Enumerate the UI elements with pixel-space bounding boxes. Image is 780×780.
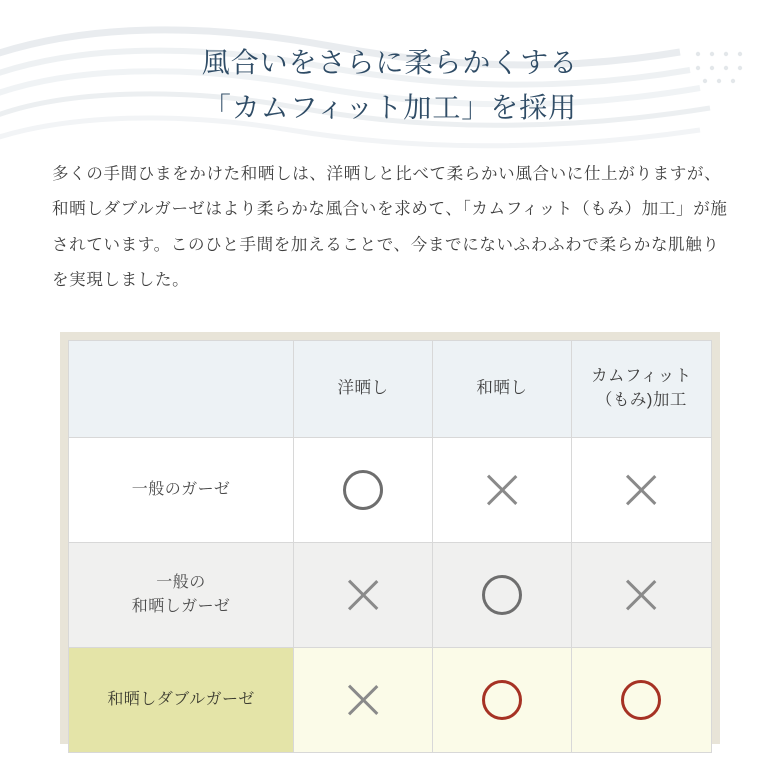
- cross-gray-icon: [621, 470, 661, 510]
- circle-gray-icon: [343, 470, 383, 510]
- body-paragraph: [52, 157, 728, 299]
- table-row-highlight: [69, 648, 712, 753]
- cross-gray-icon: [621, 575, 661, 615]
- body-paragraph-text: 多くの手間ひまをかけた和晒しは、洋晒しと比べて柔らかい風合いに仕上がりますが、和晒しダブルガーゼはより柔らかな風合いを求めて、「カムフィット（もみ）加工」が施されています。このひと手間を加えることで、今までにないふわふわで柔らかな肌触りを実現しました。: [52, 164, 728, 290]
- cross-gray-icon: [482, 470, 522, 510]
- cell-r2-c2: [432, 543, 571, 648]
- cross-gray-icon: [343, 575, 383, 615]
- table-row: [69, 438, 712, 543]
- row-label-line1: 一般の: [156, 574, 206, 591]
- row-label-wazarashi-double-gauze: 和晒しダブルガーゼ: [69, 648, 294, 753]
- column-header-wazarashi-label: 和晒し: [476, 379, 528, 398]
- title-line-2: 「カムフィット加工」を採用: [202, 92, 578, 124]
- cell-r1-c2: [432, 438, 571, 543]
- cross-gray-icon: [343, 680, 383, 720]
- column-header-comfit: [571, 341, 711, 438]
- circle-gray-icon: [482, 575, 522, 615]
- title-line-1: 風合いをさらに柔らかくする: [201, 47, 579, 78]
- row-label-general-wazarashi-gauze: [69, 543, 294, 648]
- cell-r1-c1: [294, 438, 433, 543]
- column-header-comfit-line2: （もみ)加工: [595, 391, 687, 409]
- cell-r3-c1: [294, 648, 433, 753]
- column-header-comfit-line1: カムフィット: [591, 367, 692, 386]
- row-label-general-gauze: 一般のガーゼ: [69, 438, 294, 543]
- column-header-wazarashi: [432, 341, 571, 438]
- cell-r3-c3: [571, 648, 711, 753]
- circle-red-icon: [621, 680, 661, 720]
- column-header-yozarashi: 洋晒し: [294, 341, 433, 438]
- cell-r1-c3: [571, 438, 711, 543]
- cell-r2-c3: [571, 543, 711, 648]
- row-label-line2: 和晒しガーゼ: [131, 598, 231, 615]
- table-corner-cell: [69, 341, 294, 438]
- cell-r2-c1: [294, 543, 433, 648]
- comparison-table-frame: [60, 332, 720, 744]
- page-title: [0, 0, 780, 131]
- cell-r3-c2: [432, 648, 571, 753]
- table-row: [69, 543, 712, 648]
- circle-red-icon: [482, 680, 522, 720]
- comparison-table: [68, 340, 712, 753]
- table-header-row: [69, 341, 712, 438]
